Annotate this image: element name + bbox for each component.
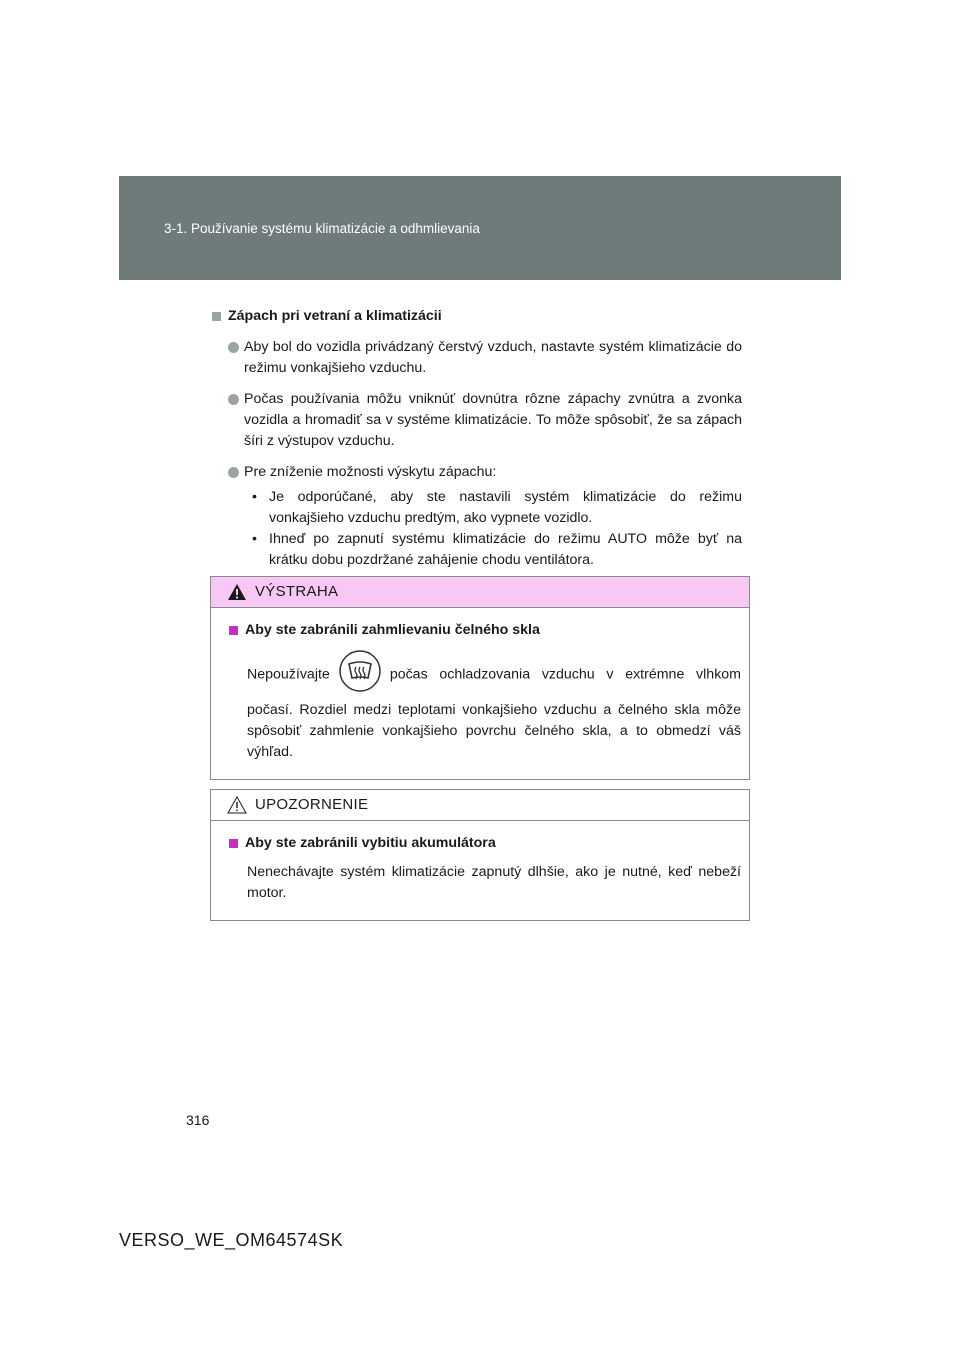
odor-item-1: Aby bol do vozidla privádzaný čerstvý vzduch, nastavte systém klimatizácie do režimu vonkajšieho vzduchu. — [228, 337, 742, 379]
warning-text: Nepoužívajte počas ochladzovania vzduchu v extrémne vlhkom počasí. Rozdiel medzi teplotami vonkajšieho vzduchu a čelného skla môže spôsobiť zahmlenie vonkajšieho povrchu čelného skla, a to obmedzí váš výhľad. — [229, 649, 741, 763]
odor-heading: Zápach pri vetraní a klimatizácii — [212, 306, 742, 327]
square-bullet-icon — [229, 626, 238, 635]
odor-section — [212, 306, 742, 571]
caution-triangle-icon — [227, 796, 247, 814]
notice-heading: Aby ste zabránili vybitiu akumulátora — [229, 833, 741, 854]
small-bullet-icon: • — [252, 489, 257, 505]
warning-heading: Aby ste zabránili zahmlievaniu čelného skla — [229, 620, 741, 641]
document-id: VERSO_WE_OM64574SK — [119, 1230, 344, 1250]
warning-triangle-icon — [227, 583, 247, 601]
circle-bullet-icon — [228, 394, 239, 405]
odor-subitem-2: • Ihneď po zapnutí systému klimatizácie do režimu AUTO môže byť na krátku dobu pozdržané zahájenie chodu ventilátora. — [252, 531, 742, 568]
small-bullet-icon: • — [252, 531, 257, 547]
circle-bullet-icon — [228, 467, 239, 478]
notice-title: UPOZORNENIE — [255, 796, 369, 813]
warning-body — [211, 608, 749, 779]
odor-item-2: Počas používania môžu vniknúť dovnútra rôzne zápachy zvnútra a zvonka vozidla a hromadiť sa v systéme klimatizácie. To môže spôsobiť, že sa zápach šíri z výstupov vzduchu. — [228, 389, 742, 452]
odor-subitem-1: • Je odporúčané, aby ste nastavili systém klimatizácie do režimu vonkajšieho vzduchu predtým, ako vypnete vozidlo. — [252, 489, 742, 526]
odor-item-3: Pre zníženie možnosti výskytu zápachu: — [228, 462, 742, 483]
warning-box — [210, 576, 750, 780]
notice-box — [210, 789, 750, 921]
warning-title: VÝSTRAHA — [255, 583, 339, 600]
square-bullet-icon — [229, 839, 238, 848]
warning-header — [211, 577, 749, 608]
circle-bullet-icon — [228, 342, 239, 353]
notice-text: Nenechávajte systém klimatizácie zapnutý dlhšie, ako je nutné, keď nebeží motor. — [247, 864, 741, 901]
section-title: 3-1. Používanie systému klimatizácie a odhmlievania — [164, 221, 480, 236]
square-bullet-icon — [212, 312, 221, 321]
notice-header — [211, 790, 749, 821]
windshield-defogger-icon — [338, 649, 382, 700]
notice-body — [211, 821, 749, 920]
section-header-band — [119, 176, 841, 280]
page-number: 316 — [186, 1112, 210, 1128]
